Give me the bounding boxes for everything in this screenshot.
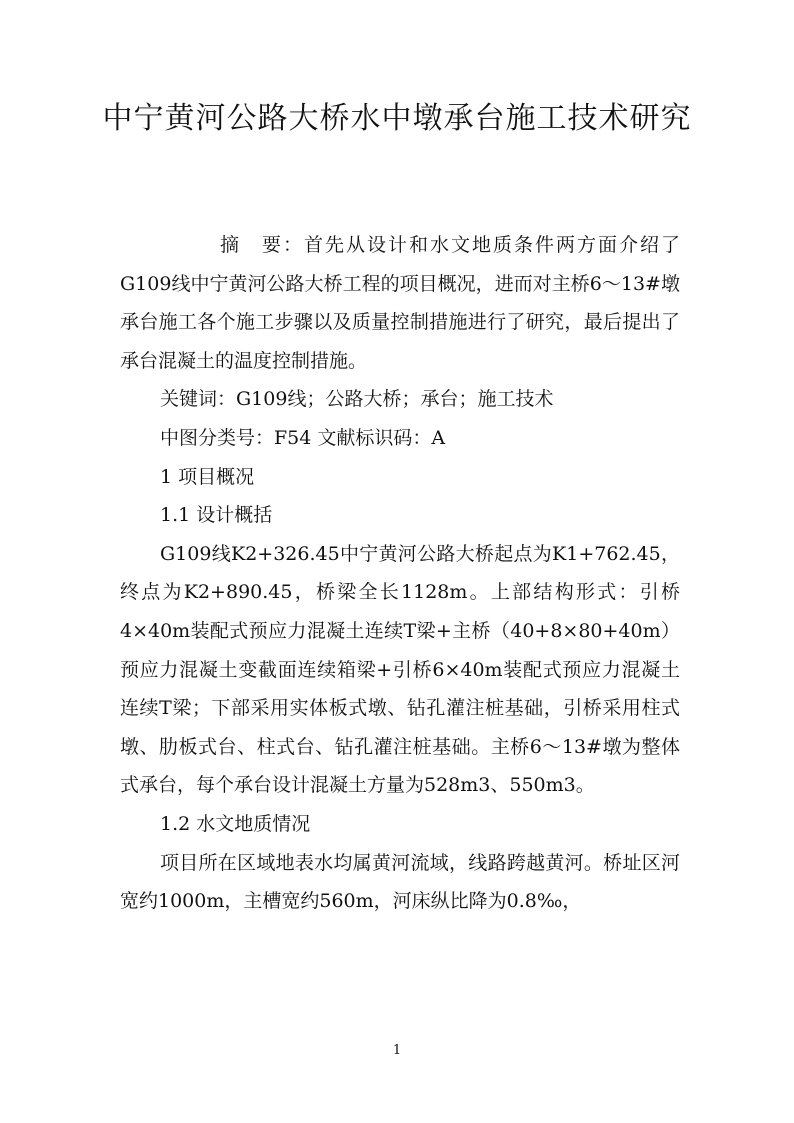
document-title: 中宁黄河公路大桥水中墩承台施工技术研究 [102,101,692,136]
subsection-heading: 1.2 水文地质情况 [160,812,311,835]
page-number: 1 [392,1043,402,1058]
section-heading: 1 项目概况 [160,465,255,488]
classification-line: 中图分类号：F54 文献标识码：A [160,426,446,449]
keywords-line: 关键词：G109线；公路大桥；承台；施工技术 [160,388,554,411]
subsection-heading: 1.1 设计概括 [160,504,273,527]
document-body [120,226,680,921]
body-paragraph: 项目所在区域地表水均属黄河流域，线路跨越黄河。桥址区河宽约1000m，主槽宽约560m，河床纵比降为0.8‰， [120,851,680,913]
abstract-paragraph: 摘 要：首先从设计和水文地质条件两方面介绍了G109线中宁黄河公路大桥工程的项目概况，进而对主桥6～13#墩承台施工各个施工步骤以及质量控制措施进行了研究，最后提出了承台混凝土的温度控制措施。 [120,234,680,372]
body-paragraph: G109线K2+326.45中宁黄河公路大桥起点为K1+762.45，终点为K2+890.45，桥梁全长1128m。上部结构形式：引桥4×40m装配式预应力混凝土连续T梁+主桥（40+8×80+40m）预应力混凝土变截面连续箱梁+引桥6×40m装配式预应力混凝土连续T梁；下部采用实体板式墩、钻孔灌注桩基础，引桥采用柱式墩、肋板式台、柱式台、钻孔灌注桩基础。主桥6～13#墩为整体式承台，每个承台设计混凝土方量为528m3、550m3。 [120,542,680,797]
